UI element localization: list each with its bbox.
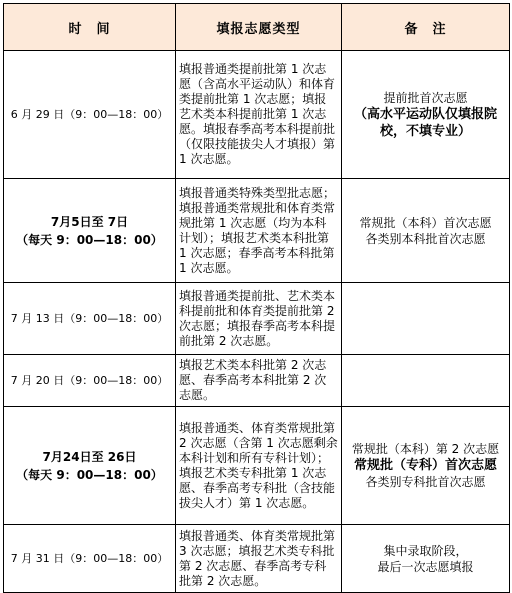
time-cell: 7 月 13 日（9：00—18：00） bbox=[4, 283, 176, 355]
note-cell bbox=[342, 355, 510, 407]
table-row bbox=[4, 283, 510, 355]
type-cell: 填报普通类特殊类型批志愿；填报普通类常规批和体育类常规批第 1 次志愿（均为本科计划）；填报艺术类本科批第 1 次志愿；春季高考本科批第 1 次志愿。 bbox=[176, 179, 342, 283]
time-date: 7月5日至 7日 bbox=[50, 214, 129, 229]
time-cell: 7 月 31 日（9：00—18：00） bbox=[4, 525, 176, 593]
table-row bbox=[4, 355, 510, 407]
note-cell bbox=[342, 51, 510, 179]
type-cell: 填报艺术类本科批第 2 次志愿、春季高考本科批第 2 次志愿。 bbox=[176, 355, 342, 407]
note-cell bbox=[342, 525, 510, 593]
note-cell bbox=[342, 407, 510, 525]
time-hours: （每天 9：00—18：00） bbox=[16, 467, 163, 482]
type-cell: 填报普通类提前批第 1 次志愿（含高水平运动队）和体育类提前批第 1 次志愿；填报艺术类本科提前批第 1 次志愿。填报春季高考本科提前批（仅限技能拔尖人才填报）第 1 次志愿。 bbox=[176, 51, 342, 179]
time-cell bbox=[4, 407, 176, 525]
type-cell: 填报普通类、体育类常规批第 2 次志愿（含第 1 次志愿剩余本科计划和所有专科计划）；填报艺术类专科批第 1 次志愿、春季高考专科批（含技能拔尖人才）第 1 次志愿。 bbox=[176, 407, 342, 525]
table-row bbox=[4, 51, 510, 179]
header-row bbox=[4, 4, 510, 51]
note-line: 集中录取阶段， bbox=[383, 543, 468, 558]
table-row bbox=[4, 179, 510, 283]
table-row bbox=[4, 525, 510, 593]
time-hours: （每天 9：00—18：00） bbox=[16, 232, 163, 247]
note-bold-line: （高水平运动队仅填报院 bbox=[353, 106, 497, 122]
note-line: 最后一次志愿填报 bbox=[377, 559, 474, 574]
header-type: 填报志愿类型 bbox=[176, 4, 342, 51]
note-cell bbox=[342, 179, 510, 283]
table-row bbox=[4, 407, 510, 525]
note-bold-line: 常规批（专科）首次志愿 bbox=[353, 458, 497, 473]
type-cell: 填报普通类、体育类常规批第 3 次志愿；填报艺术类专科批第 2 次志愿、春季高考专科批第 2 次志愿。 bbox=[176, 525, 342, 593]
note-line: 各类别专科批首次志愿 bbox=[365, 475, 486, 489]
time-date: 7月24日至 26日 bbox=[42, 449, 137, 464]
time-cell: 6 月 29 日（9：00—18：00） bbox=[4, 51, 176, 179]
note-line: 常规批（本科）首次志愿 bbox=[359, 215, 492, 230]
schedule-table bbox=[3, 3, 510, 593]
time-cell bbox=[4, 179, 176, 283]
note-cell bbox=[342, 283, 510, 355]
note-line: 常规批（本科）第 2 次志愿 bbox=[351, 442, 500, 456]
header-note: 备 注 bbox=[342, 4, 510, 51]
note-line: 各类别本科批首次志愿 bbox=[365, 231, 486, 246]
time-cell: 7 月 20 日（9：00—18：00） bbox=[4, 355, 176, 407]
note-bold-line: 校，不填专业） bbox=[379, 123, 471, 139]
header-time: 时 间 bbox=[4, 4, 176, 51]
note-line: 提前批首次志愿 bbox=[383, 90, 468, 105]
type-cell: 填报普通类提前批、艺术类本科提前批和体育类提前批第 2 次志愿；填报春季高考本科提前批第 2 次志愿。 bbox=[176, 283, 342, 355]
